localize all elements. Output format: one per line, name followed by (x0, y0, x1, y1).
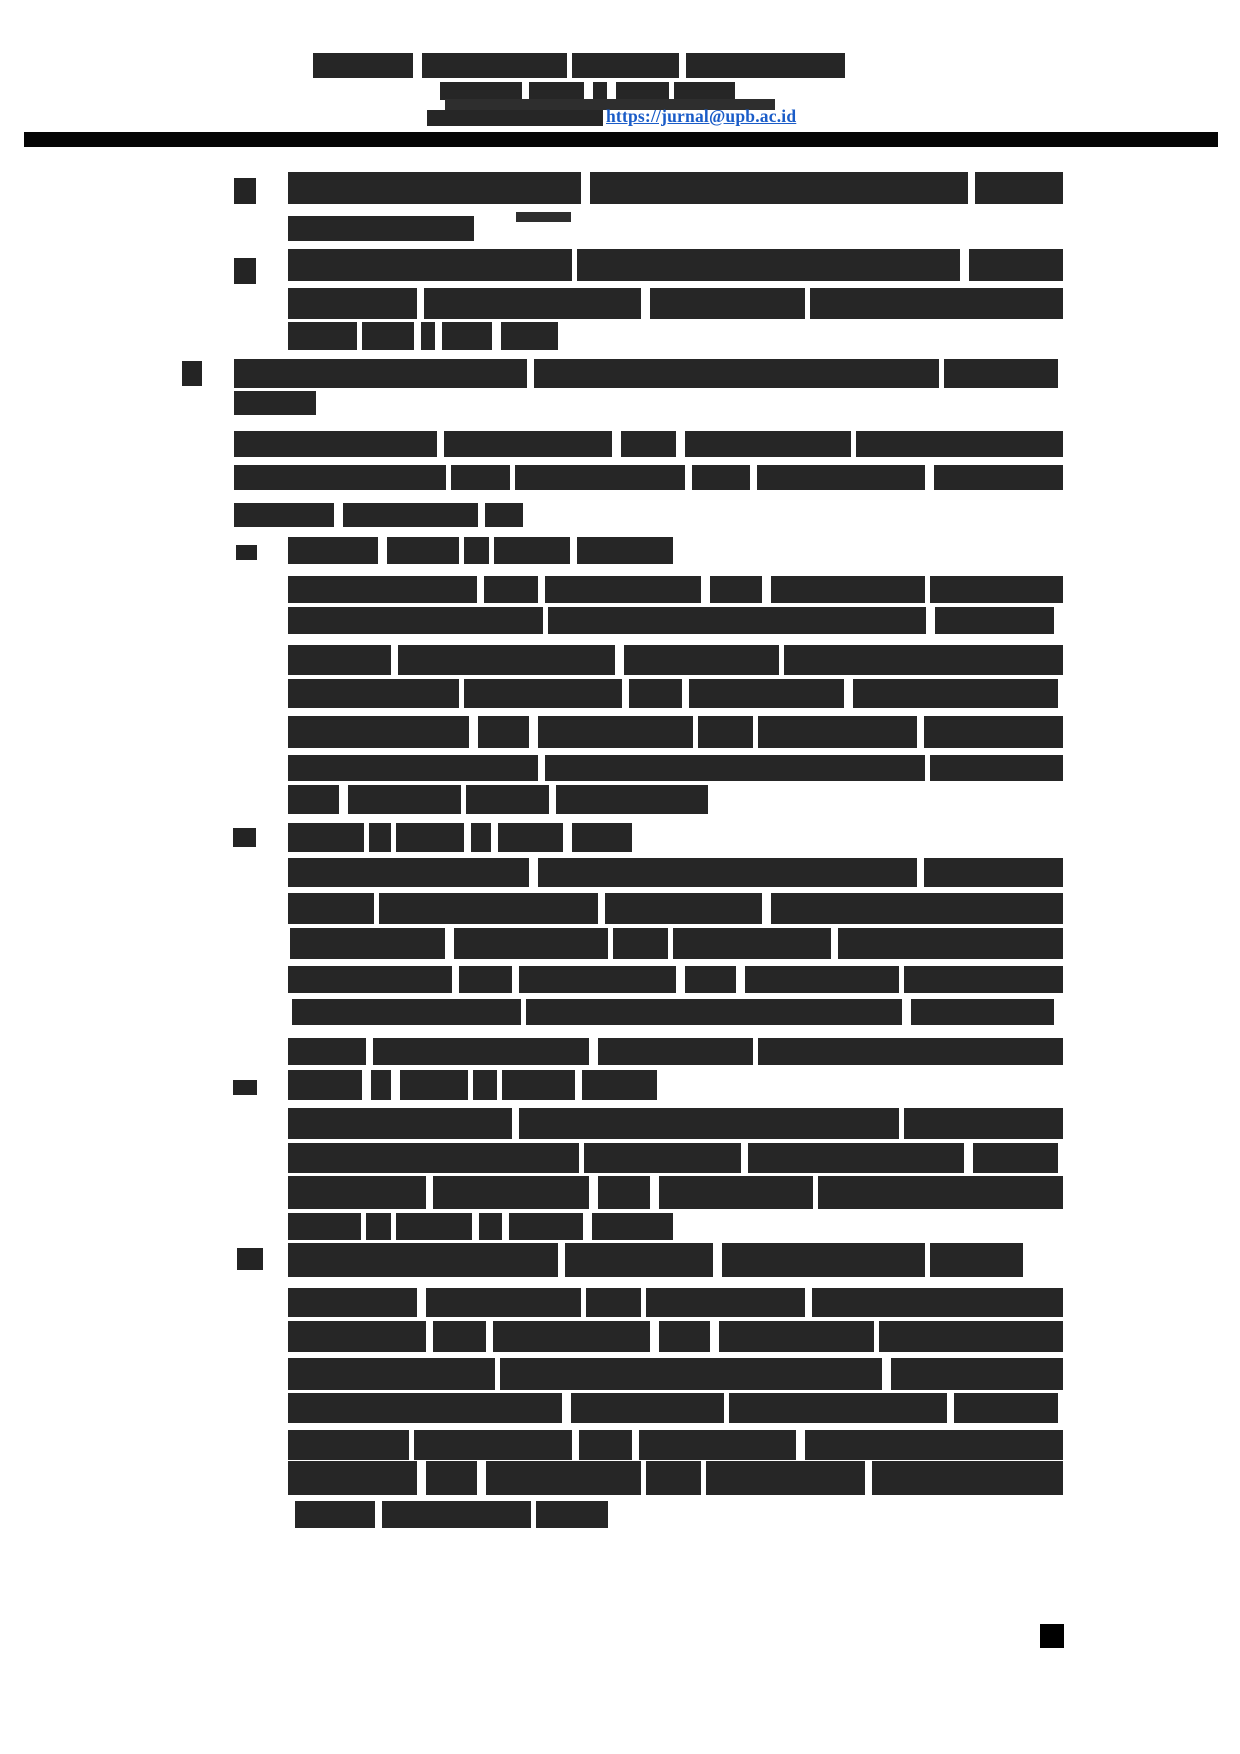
redaction-line (234, 465, 1063, 490)
redaction-word-gap (512, 1108, 519, 1139)
redaction-word-gap (477, 1461, 486, 1495)
redaction-word-gap (713, 1243, 722, 1277)
redaction-word-gap (581, 1288, 586, 1317)
redaction-word-gap (925, 576, 930, 603)
redaction-line (427, 110, 603, 126)
redaction-word-gap (589, 1038, 598, 1065)
redaction-marker (234, 258, 256, 284)
redaction-word-gap (724, 1393, 729, 1423)
redaction-word-gap (364, 823, 369, 852)
redaction-word-gap (435, 322, 442, 350)
redaction-line (288, 755, 1063, 781)
redaction-marker (236, 545, 257, 560)
redaction-word-gap (753, 1038, 758, 1065)
redaction-line (288, 858, 1063, 887)
redaction-word-gap (589, 1176, 598, 1209)
redaction-word-gap (529, 716, 538, 748)
redaction-word-gap (464, 823, 471, 852)
redaction-line (288, 249, 1063, 281)
redaction-word-gap (570, 537, 577, 564)
redaction-marker (233, 828, 256, 847)
redaction-block (1040, 1624, 1064, 1648)
redaction-line (288, 1143, 1058, 1173)
redaction-word-gap (538, 755, 545, 781)
redaction-line (288, 576, 1063, 603)
redaction-marker (234, 178, 256, 204)
redaction-word-gap (529, 858, 538, 887)
redaction-word-gap (805, 1288, 812, 1317)
redaction-word-gap (762, 893, 771, 924)
redaction-word-gap (489, 537, 494, 564)
redaction-word-gap (902, 999, 911, 1025)
redaction-line (288, 1070, 657, 1100)
journal-website-link[interactable]: https://jurnal@upb.ac.id (606, 106, 797, 126)
redaction-word-gap (459, 679, 464, 708)
redaction-word-gap (461, 785, 466, 814)
redaction-word-gap (851, 431, 856, 457)
redaction-word-gap (925, 465, 934, 490)
redaction-word-gap (543, 607, 548, 634)
redaction-line (288, 1393, 1058, 1423)
redaction-line (288, 1358, 1063, 1390)
redaction-word-gap (339, 785, 348, 814)
redaction-word-gap (567, 53, 572, 78)
redaction-word-gap (682, 679, 689, 708)
redaction-word-gap (426, 1176, 433, 1209)
redaction-line (288, 1288, 1063, 1317)
redaction-line (288, 893, 1063, 924)
redaction-word-gap (805, 288, 810, 319)
redaction-word-gap (469, 716, 478, 748)
redaction-word-gap (669, 82, 674, 100)
redaction-word-gap (612, 431, 621, 457)
redaction-word-gap (538, 576, 545, 603)
redaction-word-gap (865, 1461, 872, 1495)
redaction-word-gap (632, 1430, 639, 1460)
redaction-word-gap (796, 1430, 805, 1460)
redaction-line (288, 966, 1063, 993)
redaction-word-gap (968, 172, 975, 204)
redaction-line (288, 1243, 1023, 1277)
redaction-word-gap (478, 503, 485, 527)
redaction-word-gap (452, 966, 459, 993)
redaction-word-gap (572, 1430, 579, 1460)
redaction-word-gap (741, 1143, 748, 1173)
redaction-word-gap (492, 322, 501, 350)
redaction-word-gap (899, 966, 904, 993)
redaction-word-gap (779, 645, 784, 675)
redaction-line (295, 1501, 608, 1528)
redaction-line (234, 359, 1058, 388)
redaction-line (288, 1108, 1063, 1139)
redaction-word-gap (375, 1501, 382, 1528)
redaction-word-gap (472, 1213, 479, 1240)
redaction-word-gap (641, 288, 650, 319)
redaction-word-gap (572, 249, 577, 281)
redaction-word-gap (581, 172, 590, 204)
redaction-line (288, 823, 632, 852)
redaction-word-gap (844, 679, 853, 708)
redaction-word-gap (960, 249, 969, 281)
redaction-word-gap (607, 82, 616, 100)
redaction-word-gap (917, 858, 924, 887)
redaction-word-gap (563, 823, 572, 852)
redaction-word-gap (676, 966, 685, 993)
redaction-word-gap (361, 1213, 366, 1240)
redaction-line (288, 288, 1063, 319)
redaction-word-gap (468, 1070, 473, 1100)
redaction-line (288, 679, 1058, 708)
redaction-line (234, 503, 523, 527)
redaction-word-gap (650, 1321, 659, 1352)
redaction-word-gap (813, 1176, 818, 1209)
redaction-word-gap (374, 893, 379, 924)
redaction-word-gap (701, 1461, 706, 1495)
redaction-word-gap (641, 1461, 646, 1495)
redaction-line (288, 716, 1063, 748)
redaction-word-gap (750, 465, 757, 490)
redaction-word-gap (437, 431, 444, 457)
redaction-line (288, 322, 558, 350)
redaction-word-gap (417, 1461, 426, 1495)
redaction-word-gap (558, 1243, 565, 1277)
redaction-word-gap (502, 1213, 509, 1240)
redaction-word-gap (939, 359, 944, 388)
redaction-word-gap (413, 53, 422, 78)
redaction-word-gap (579, 1143, 584, 1173)
redaction-word-gap (512, 966, 519, 993)
redaction-line (288, 645, 1063, 675)
redaction-word-gap (531, 1501, 536, 1528)
redaction-line (288, 1430, 1063, 1460)
redaction-line (288, 537, 673, 564)
redaction-word-gap (583, 1213, 592, 1240)
redaction-line (234, 391, 316, 415)
redaction-word-gap (459, 537, 464, 564)
redaction-line (234, 431, 1063, 457)
redaction-word-gap (495, 1358, 500, 1390)
redaction-word-gap (477, 576, 484, 603)
redaction-word-gap (685, 465, 692, 490)
redaction-line (290, 928, 1063, 959)
redaction-word-gap (417, 288, 424, 319)
redaction-word-gap (874, 1321, 879, 1352)
redaction-word-gap (668, 928, 673, 959)
redaction-word-gap (615, 645, 624, 675)
redaction-word-gap (598, 893, 605, 924)
redaction-word-gap (445, 928, 454, 959)
redaction-line (288, 1213, 673, 1240)
redaction-word-gap (486, 1321, 493, 1352)
redaction-marker (233, 1080, 257, 1095)
redaction-word-gap (679, 53, 686, 78)
redaction-word-gap (947, 1393, 954, 1423)
redaction-word-gap (417, 1288, 426, 1317)
redaction-marker (237, 1248, 263, 1270)
redaction-word-gap (522, 82, 529, 100)
redaction-word-gap (899, 1108, 904, 1139)
redaction-word-gap (926, 607, 935, 634)
redaction-word-gap (446, 465, 451, 490)
redaction-word-gap (357, 322, 362, 350)
redaction-word-gap (391, 823, 396, 852)
redaction-word-gap (334, 503, 343, 527)
redaction-line (288, 785, 708, 814)
redaction-word-gap (409, 1430, 414, 1460)
redaction-line (292, 999, 1054, 1025)
redaction-word-gap (426, 1321, 433, 1352)
redaction-line (288, 172, 1063, 204)
redaction-word-gap (641, 1288, 646, 1317)
redaction-word-gap (575, 1070, 582, 1100)
redaction-word-gap (549, 785, 556, 814)
redaction-word-gap (584, 82, 593, 100)
redaction-word-gap (882, 1358, 891, 1390)
redaction-line (440, 82, 735, 100)
redaction-word-gap (491, 823, 498, 852)
redaction-fragment (516, 212, 571, 222)
redaction-line (313, 53, 845, 78)
redaction-word-gap (762, 576, 771, 603)
header-rule (24, 132, 1218, 147)
redaction-word-gap (414, 322, 421, 350)
redaction-line (288, 216, 474, 241)
redaction-word-gap (497, 1070, 502, 1100)
redaction-word-gap (391, 1213, 396, 1240)
redaction-word-gap (378, 537, 387, 564)
redaction-word-gap (736, 966, 745, 993)
redaction-word-gap (701, 576, 710, 603)
redaction-word-gap (831, 928, 838, 959)
redaction-word-gap (521, 999, 526, 1025)
redaction-word-gap (608, 928, 613, 959)
redaction-word-gap (964, 1143, 973, 1173)
redaction-word-gap (622, 679, 629, 708)
redaction-word-gap (917, 716, 924, 748)
redaction-word-gap (676, 431, 685, 457)
redaction-word-gap (925, 1243, 930, 1277)
redaction-marker (182, 361, 202, 386)
redaction-word-gap (527, 359, 534, 388)
redaction-word-gap (710, 1321, 719, 1352)
redaction-word-gap (391, 1070, 400, 1100)
redaction-line (288, 607, 1054, 634)
redaction-word-gap (391, 645, 398, 675)
redaction-word-gap (650, 1176, 659, 1209)
redaction-word-gap (366, 1038, 373, 1065)
redaction-word-gap (362, 1070, 371, 1100)
redaction-word-gap (562, 1393, 571, 1423)
redaction-line (288, 1321, 1063, 1352)
redaction-word-gap (693, 716, 698, 748)
redaction-word-gap (753, 716, 758, 748)
redaction-line (288, 1461, 1063, 1495)
redaction-word-gap (510, 465, 515, 490)
redaction-word-gap (925, 755, 930, 781)
redaction-line (288, 1038, 1063, 1065)
redaction-line (288, 1176, 1063, 1209)
